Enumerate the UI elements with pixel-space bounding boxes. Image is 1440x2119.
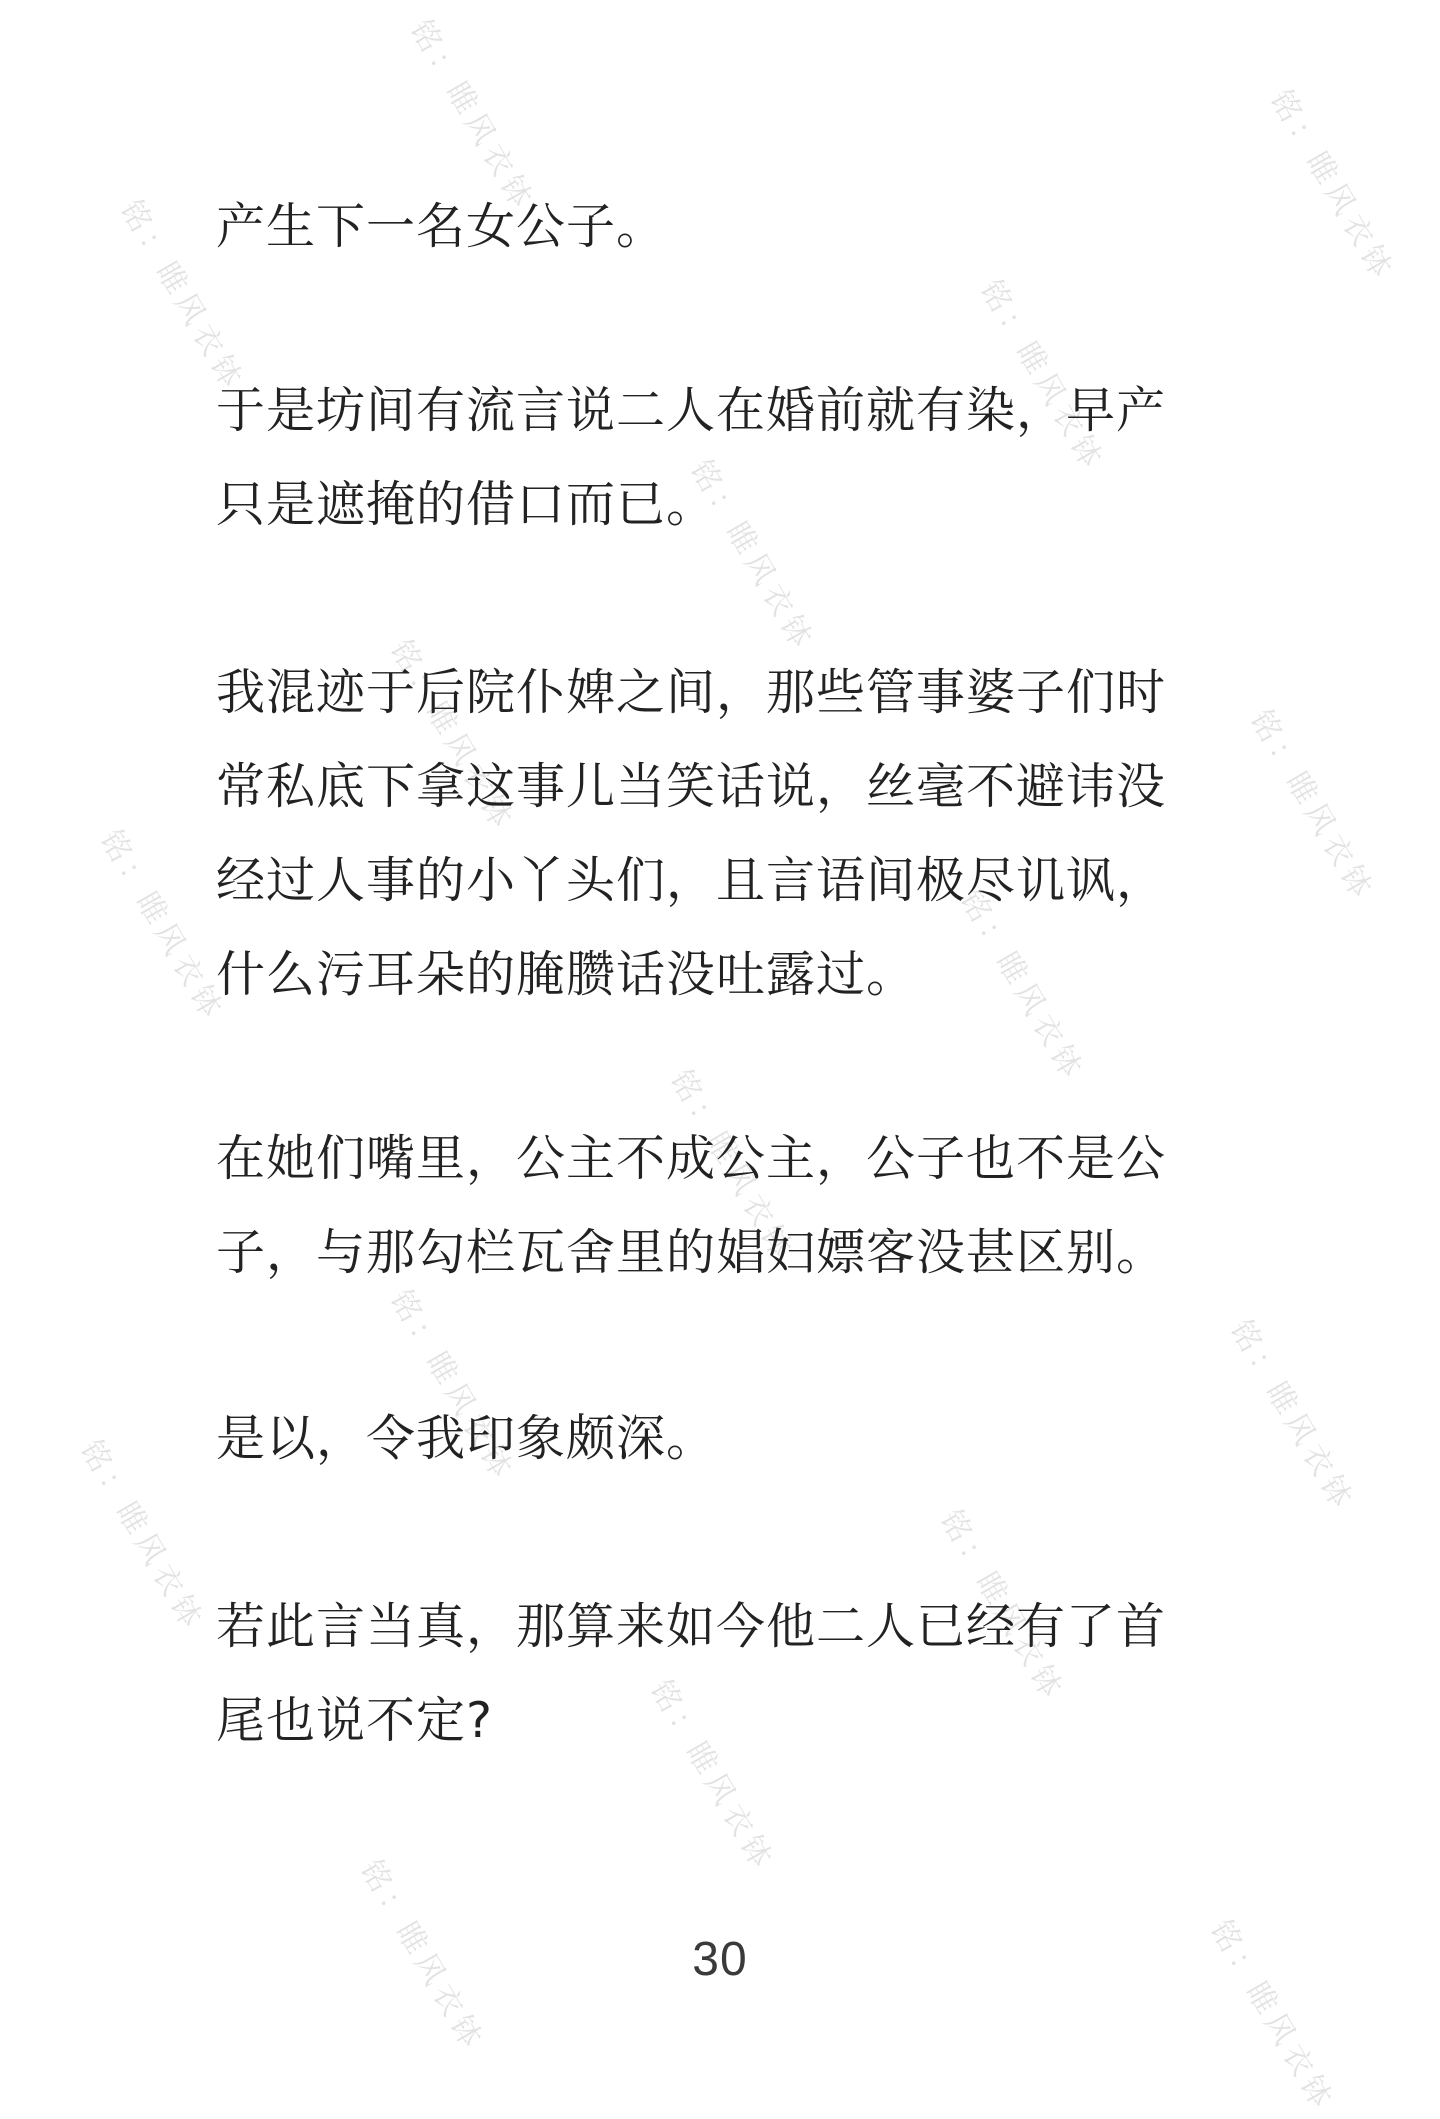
watermark: 铭：睢风衣钵: [932, 1504, 1072, 1709]
watermark: 铭：睢风衣钵: [972, 274, 1112, 479]
watermark: 铭：睢风衣钵: [382, 634, 522, 839]
page-number: 30: [692, 1933, 748, 1986]
watermark: 铭：睢风衣钵: [402, 14, 542, 219]
paragraph: [216, 1392, 1226, 1486]
text-line: 产生下一名女公子。: [216, 198, 667, 255]
watermark: 铭：睢风衣钵: [682, 454, 822, 659]
paragraph: [216, 1112, 1226, 1300]
text-line: 只是遮掩的借口而已。: [216, 476, 717, 533]
watermark: 铭：睢风衣钵: [352, 1854, 492, 2059]
text-line: 什么污耳朵的腌臜话没吐露过。: [216, 946, 917, 1003]
paragraph: [216, 1580, 1226, 1768]
watermark: 铭：睢风衣钵: [952, 884, 1092, 1089]
text-line: 在她们嘴里，公主不成公主，公子也不是公: [216, 1130, 1167, 1187]
watermark: 铭：睢风衣钵: [1262, 84, 1402, 289]
watermark: 铭：睢风衣钵: [112, 194, 252, 399]
watermark: 铭：睢风衣钵: [1242, 704, 1382, 909]
watermark: 铭：睢风衣钵: [1222, 1314, 1362, 1519]
text-line: 是以，令我印象颇深。: [216, 1410, 717, 1467]
paragraph: [216, 364, 1226, 552]
text-line: 若此言当真，那算来如今他二人已经有了首: [216, 1598, 1167, 1655]
watermark: 铭：睢风衣钵: [662, 1064, 802, 1269]
text-line: 子，与那勾栏瓦舍里的娼妇嫖客没甚区别。: [216, 1224, 1167, 1281]
paragraph: [216, 646, 1226, 1022]
text-line: 我混迹于后院仆婢之间，那些管事婆子们时: [216, 664, 1167, 721]
watermark: 铭：睢风衣钵: [382, 1284, 522, 1489]
paragraph: [216, 180, 1226, 274]
watermark: 铭：睢风衣钵: [92, 824, 232, 1029]
text-line: 尾也说不定?: [216, 1692, 494, 1749]
watermark: 铭：睢风衣钵: [72, 1434, 212, 1639]
text-line: 常私底下拿这事儿当笑话说，丝毫不避讳没: [216, 758, 1167, 815]
text-line: 经过人事的小丫头们，且言语间极尽讥讽，: [216, 852, 1167, 909]
watermark: 铭：睢风衣钵: [1202, 1914, 1342, 2119]
text-line: 于是坊间有流言说二人在婚前就有染，早产: [216, 382, 1167, 439]
watermark: 铭：睢风衣钵: [642, 1674, 782, 1879]
